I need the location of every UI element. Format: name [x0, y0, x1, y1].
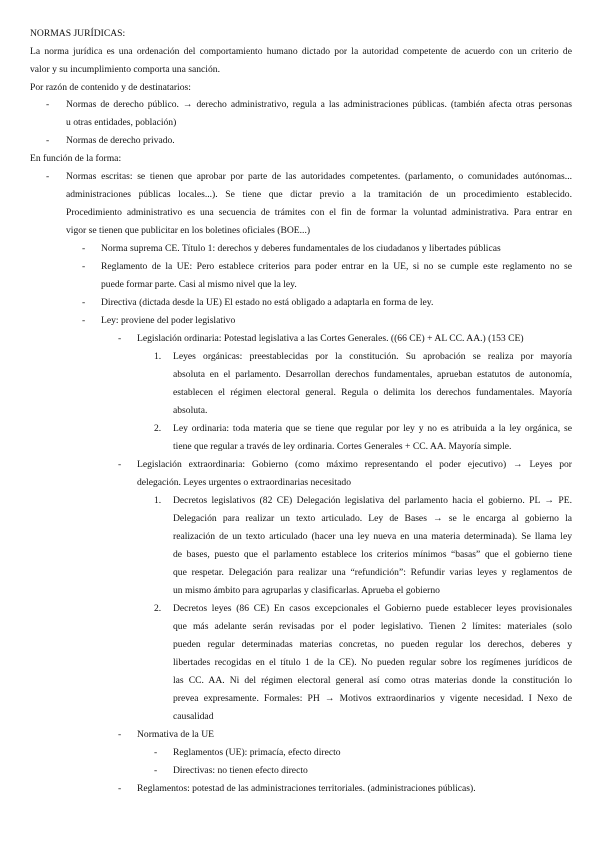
- decretos-leyes-line-7: causalidad: [173, 711, 214, 722]
- bullet-marker: -: [82, 297, 86, 308]
- item-derecho-publico-line-2: u otras entidades, población): [66, 117, 177, 128]
- item-derecho-privado: Normas de derecho privado.: [66, 135, 175, 146]
- section-heading-contenido: Por razón de contenido y de destinatarios:: [30, 82, 191, 93]
- decretos-leyes-line-5: las CC. AA. Ni del régimen electoral general así como otras materias donde la constitución lo: [173, 675, 572, 686]
- bullet-marker: -: [118, 333, 122, 344]
- decretos-legislativos-line-6: un mismo ámbito para agruparlas y clasificarlas. Aprueba el gobierno: [173, 585, 440, 596]
- directivas: Directivas: no tienen efecto directo: [173, 765, 308, 776]
- leyes-organicas-line-4: absoluta.: [173, 405, 208, 416]
- bullet-marker: -: [82, 243, 86, 254]
- decretos-leyes-line-1: Decretos leyes (86 CE) En casos excepcionales el Gobierno puede establecer leyes provisionales: [173, 603, 572, 614]
- bullet-marker: -: [46, 135, 50, 146]
- list-number: 2.: [154, 603, 162, 614]
- list-number: 1.: [154, 351, 162, 362]
- legislacion-extraordinaria-line-1: Legislación extraordinaria: Gobierno (como máximo representando el poder ejecutivo) → Leyes por: [137, 459, 572, 470]
- bullet-marker: -: [46, 171, 50, 182]
- legislacion-extraordinaria-line-2: delegación. Leyes urgentes o extraordinarias necesitado: [137, 477, 351, 488]
- decretos-legislativos-line-2: Delegación para realizar un texto articulado. Ley de Bases → se le encarga al gobierno la: [173, 513, 572, 524]
- ley-ordinaria-line-2: tiene que regular a través de ley ordinaria. Cortes Generales + CC. AA. Mayoría simple.: [173, 441, 512, 452]
- item-derecho-publico-line-1: Normas de derecho público. → derecho administrativo, regula a las administraciones públicas. (también afecta otras personas: [66, 99, 572, 110]
- reglamentos-ue: Reglamentos (UE): primacía, efecto directo: [173, 747, 341, 758]
- bullet-marker: -: [154, 747, 158, 758]
- bullet-marker: -: [118, 783, 122, 794]
- leyes-organicas-line-2: absoluta en el parlamento. Desarrollan derechos fundamentales, aprueban estatutos de autonomía,: [173, 369, 572, 380]
- decretos-leyes-line-2: que más adelante serán revisadas por el poder legislativo. Tienen 2 límites: materiales (solo: [173, 621, 572, 632]
- normas-escritas-line-2: administraciones públicas locales...). Se tiene que dictar previo a la tramitación de un procedimiento establecido.: [66, 189, 572, 200]
- bullet-marker: -: [118, 729, 122, 740]
- decretos-leyes-line-6: prevea expresamente. Formales: PH → Motivos extraordinarios y vigente necesidad. I Nexo de: [173, 693, 572, 704]
- normas-escritas-line-3: Procedimiento administrativo es una secuencia de trámites con el fin de formar la voluntad administrativa. Para entrar en: [66, 207, 572, 218]
- section-heading-forma: En función de la forma:: [30, 153, 122, 164]
- item-directiva: Directiva (dictada desde la UE) El estado no está obligado a adaptarla en forma de ley.: [101, 297, 434, 308]
- item-reglamento-ue-line-1: Reglamento de la UE: Pero establece criterios para poder entrar en la UE, si no se cumple este reglamento no se: [101, 261, 572, 272]
- bullet-marker: -: [154, 765, 158, 776]
- decretos-legislativos-line-1: Decretos legislativos (82 CE) Delegación legislativa del parlamento hacia el gobierno. PL → PE.: [173, 495, 572, 506]
- decretos-leyes-line-3: pueden regular determinadas materias concretas, no pueden regular los derechos, deberes y: [173, 639, 572, 650]
- intro-line-1: La norma jurídica es una ordenación del comportamiento humano dictado por la autoridad competente de acuerdo con un criterio de: [30, 46, 572, 57]
- leyes-organicas-line-1: Leyes orgánicas: preestablecidas por la constitución. Su aprobación se realiza por mayoría: [173, 351, 572, 362]
- decretos-legislativos-line-4: de bases, puesto que el parlamento establece los criterios mínimos “basas” que el gobierno tiene: [173, 549, 572, 560]
- page-title: NORMAS JURÍDICAS:: [30, 28, 126, 39]
- decretos-legislativos-line-3: realización de un texto articulado (hacer una ley nueva en una materia determinada). Se llama ley: [173, 531, 572, 542]
- normativa-ue: Normativa de la UE: [137, 729, 214, 740]
- list-number: 2.: [154, 423, 162, 434]
- bullet-marker: -: [82, 315, 86, 326]
- item-norma-suprema: Norma suprema CE. Título 1: derechos y deberes fundamentales de los ciudadanos y libertades públicas: [101, 243, 501, 254]
- intro-line-2: valor y su incumplimiento comporta una sanción.: [30, 64, 220, 75]
- reglamentos-administraciones: Reglamentos: potestad de las administraciones territoriales. (administraciones públicas).: [137, 783, 476, 794]
- leyes-organicas-line-3: establecen el régimen electoral general. Regula o delimita los derechos fundamentales. Mayoría: [173, 387, 572, 398]
- item-ley: Ley: proviene del poder legislativo: [101, 315, 236, 326]
- bullet-marker: -: [82, 261, 86, 272]
- ley-ordinaria-line-1: Ley ordinaria: toda materia que se tiene que regular por ley y no es atribuida a la ley orgánica, se: [173, 423, 572, 434]
- decretos-legislativos-line-5: que respetar. Delegación para realizar una “refundición”: Refundir varias leyes y reglamentos de: [173, 567, 572, 578]
- decretos-leyes-line-4: libertades recogidas en el título 1 de la CE). No pueden regular sobre los regímenes jurídicos de: [173, 657, 572, 668]
- list-number: 1.: [154, 495, 162, 506]
- normas-escritas-line-4: vigor se tienen que publicitar en los boletines oficiales (BOE...): [66, 225, 311, 236]
- legislacion-ordinaria: Legislación ordinaria: Potestad legislativa a las Cortes Generales. ((66 CE) + AL CC. AA.) (153 CE): [137, 333, 524, 344]
- item-reglamento-ue-line-2: puede formar parte. Casi al mismo nivel que la ley.: [101, 279, 297, 290]
- normas-escritas-line-1: Normas escritas: se tienen que aprobar por parte de las autoridades competentes. (parlamento, o comunidades autónomas...: [66, 171, 572, 182]
- bullet-marker: -: [46, 99, 50, 110]
- bullet-marker: -: [118, 459, 122, 470]
